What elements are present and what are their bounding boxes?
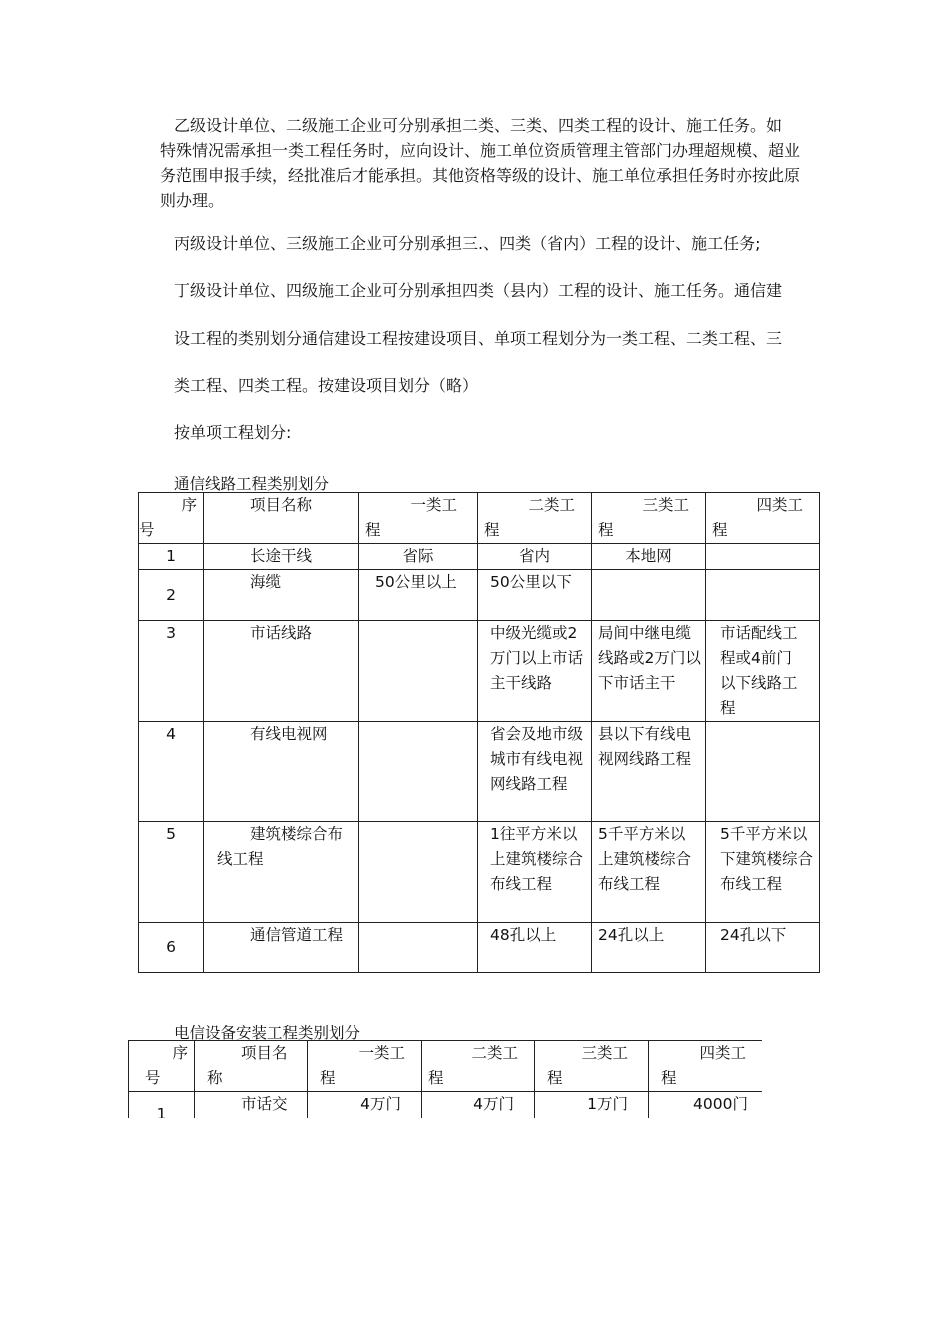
header-class3: 三类工 程: [592, 493, 706, 544]
paragraph-line: 乙级设计单位、二级施工企业可分别承担二类、三类、四类工程的设计、施工任务。如: [174, 116, 783, 135]
paragraph-line: 类工程、四类工程。按建设项目划分（略）: [174, 376, 479, 395]
cell-class4: 24孔以下: [706, 923, 820, 973]
paragraph-line: 按单项工程划分:: [174, 423, 292, 442]
paragraph-line: 丁级设计单位、四级施工企业可分别承担四类（县内）工程的设计、施工任务。通信建: [174, 281, 783, 300]
header-name: 项目名称: [204, 493, 359, 544]
paragraph-line: 务范围申报手续，经批准后才能承担。其他资格等级的设计、施工单位承担任务时亦按此原: [160, 166, 801, 185]
cell-seq: 6: [139, 923, 204, 973]
table2-caption: 电信设备安装工程类别划分: [174, 1024, 361, 1042]
table-row: [139, 722, 820, 822]
header-class1: 一类工 程: [308, 1041, 422, 1092]
header-class1: 一类工 程: [359, 493, 478, 544]
cell-class4: [706, 544, 820, 570]
cell-name: 建筑楼综合布 线工程: [204, 822, 359, 923]
table-equipment-installation: [128, 1040, 762, 1118]
cell-class4: [706, 722, 820, 822]
cell-class4: 4000门: [649, 1092, 763, 1119]
cell-name: 市话线路: [204, 621, 359, 722]
header-class4: 四类工 程: [706, 493, 820, 544]
table-row: [139, 621, 820, 722]
cell-class2: 1往平方米以上建筑楼综合布线工程: [478, 822, 592, 923]
cell-class4: 市话配线工程或4前门以下线路工程: [706, 621, 820, 722]
paragraph-line: 则办理。: [160, 191, 225, 210]
cell-class3: 县以下有线电视网线路工程: [592, 722, 706, 822]
cell-class1: [359, 621, 478, 722]
header-name: 项目名 称: [195, 1041, 308, 1092]
table-row: [139, 544, 820, 570]
header-class4: 四类工 程: [649, 1041, 763, 1092]
table-header-row: [129, 1041, 763, 1092]
table-row: [139, 822, 820, 923]
cell-name: 长途干线: [204, 544, 359, 570]
cell-class2: 50公里以下: [478, 570, 592, 621]
cell-seq: 5: [139, 822, 204, 923]
table-row: [139, 570, 820, 621]
cell-class3: 5千平方米以上建筑楼综合布线工程: [592, 822, 706, 923]
cell-class1: 4万门: [308, 1092, 422, 1119]
cell-class1: [359, 923, 478, 973]
cell-seq: 2: [139, 570, 204, 621]
cell-name: 通信管道工程: [204, 923, 359, 973]
cell-seq: 1: [139, 544, 204, 570]
cell-class2: 4万门: [422, 1092, 535, 1119]
header-seq: 序 号: [129, 1041, 195, 1092]
header-class2: 二类工 程: [422, 1041, 535, 1092]
cell-class2: 中级光缆或2万门以上市话主干线路: [478, 621, 592, 722]
cell-class1: [359, 822, 478, 923]
cell-class1: 50公里以上: [359, 570, 478, 621]
cell-class3: 24孔以上: [592, 923, 706, 973]
paragraph-line: 设工程的类别划分通信建设工程按建设项目、单项工程划分为一类工程、二类工程、三: [174, 329, 783, 348]
table-line-engineering: [138, 492, 820, 973]
paragraph-line: 特殊情况需承担一类工程任务时，应向设计、施工单位资质管理主管部门办理超规模、超业: [160, 141, 801, 160]
table1-caption: 通信线路工程类别划分: [174, 475, 330, 493]
cell-class1: [359, 722, 478, 822]
cell-seq: 3: [139, 621, 204, 722]
header-seq: 序 号: [139, 493, 204, 544]
table2-clip: [128, 1040, 762, 1118]
table-header-row: [139, 493, 820, 544]
cell-class3: [592, 570, 706, 621]
cell-name: 市话交: [195, 1092, 308, 1119]
header-class2: 二类工 程: [478, 493, 592, 544]
cell-name: 有线电视网: [204, 722, 359, 822]
cell-class2: 48孔以上: [478, 923, 592, 973]
cell-class2: 省会及地市级城市有线电视网线路工程: [478, 722, 592, 822]
cell-class2: 省内: [478, 544, 592, 570]
cell-class1: 省际: [359, 544, 478, 570]
table-row: [129, 1092, 763, 1119]
cell-class3: 局间中继电缆线路或2万门以下市话主干: [592, 621, 706, 722]
cell-seq: 4: [139, 722, 204, 822]
paragraph-qualification-b: [160, 113, 824, 213]
cell-class4: 5千平方米以下建筑楼综合布线工程: [706, 822, 820, 923]
cell-seq: 1: [129, 1092, 195, 1119]
paragraph-qualification-c: 丙级设计单位、三级施工企业可分别承担三.、四类（省内）工程的设计、施工任务;: [174, 234, 761, 253]
cell-class3: 1万门: [535, 1092, 649, 1119]
cell-name: 海缆: [204, 570, 359, 621]
table-row: [139, 923, 820, 973]
cell-class4: [706, 570, 820, 621]
header-class3: 三类工 程: [535, 1041, 649, 1092]
cell-class3: 本地网: [592, 544, 706, 570]
